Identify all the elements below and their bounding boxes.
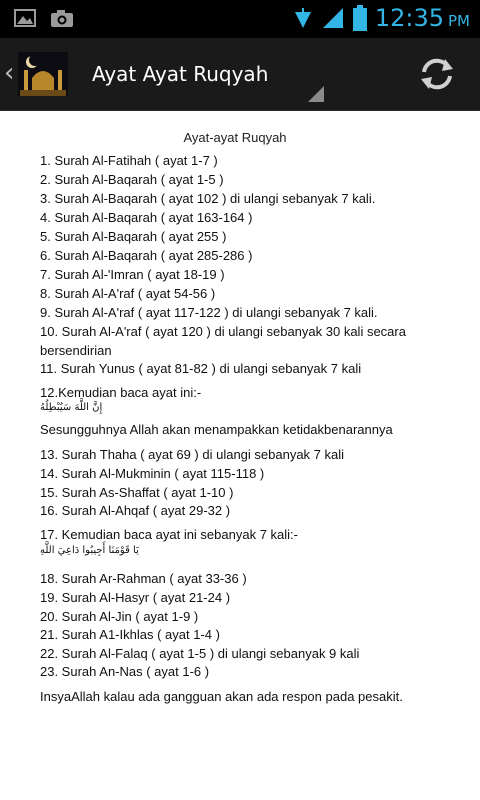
clock: 12:35 PM xyxy=(374,4,470,32)
arabic-verse: إِنَّ اللَّهَ سَيُبْطِلُهُ xyxy=(40,402,103,413)
list-item: 14. Surah Al-Mukminin ( ayat 115-118 ) xyxy=(40,466,265,481)
app-title: Ayat Ayat Ruqyah xyxy=(92,62,269,86)
list-item: 23. Surah An-Nas ( ayat 1-6 ) xyxy=(40,664,210,679)
content-area[interactable] xyxy=(0,112,480,800)
list-item: 18. Surah Ar-Rahman ( ayat 33-36 ) xyxy=(40,571,247,586)
list-item: 4. Surah Al-Baqarah ( ayat 163-164 ) xyxy=(40,210,253,225)
list-item: 3. Surah Al-Baqarah ( ayat 102 ) di ulangi sebanyak 7 kali. xyxy=(40,191,376,206)
signal-icon xyxy=(321,6,345,30)
system-icons xyxy=(293,4,470,32)
camera-icon xyxy=(50,8,74,28)
closing-note: InsyaAllah kalau ada gangguan akan ada respon pada pesakit. xyxy=(40,689,403,704)
up-chevron-icon[interactable]: ‹ xyxy=(4,58,15,88)
list-item: 5. Surah Al-Baqarah ( ayat 255 ) xyxy=(40,229,227,244)
arabic-verse: يَا قَوْمَنَا أَجِيبُوا دَاعِيَ اللَّهِ xyxy=(40,545,139,556)
battery-icon xyxy=(353,5,367,31)
action-bar xyxy=(0,38,480,111)
list-item: 6. Surah Al-Baqarah ( ayat 285-286 ) xyxy=(40,248,253,263)
list-item: 7. Surah Al-'Imran ( ayat 18-19 ) xyxy=(40,267,225,282)
list-item: 11. Surah Yunus ( ayat 81-82 ) di ulangi sebanyak 7 kali xyxy=(40,361,362,376)
translation-text: Sesungguhnya Allah akan menampakkan ketidakbenarannya xyxy=(40,422,393,437)
list-item: 13. Surah Thaha ( ayat 69 ) di ulangi sebanyak 7 kali xyxy=(40,447,345,462)
list-item: 16. Surah Al-Ahqaf ( ayat 29-32 ) xyxy=(40,503,231,518)
list-item: 15. Surah As-Shaffat ( ayat 1-10 ) xyxy=(40,485,234,500)
list-item: 21. Surah A1-Ikhlas ( ayat 1-4 ) xyxy=(40,627,220,642)
refresh-icon[interactable] xyxy=(412,52,462,96)
list-item: 20. Surah Al-Jin ( ayat 1-9 ) xyxy=(40,609,199,624)
list-item: 8. Surah Al-A'raf ( ayat 54-56 ) xyxy=(40,286,216,301)
list-item: 19. Surah Al-Hasyr ( ayat 21-24 ) xyxy=(40,590,231,605)
list-item-continued: bersendirian xyxy=(40,343,112,358)
list-item: 9. Surah Al-A'raf ( ayat 117-122 ) di ulangi sebanyak 7 kali. xyxy=(40,305,378,320)
status-bar xyxy=(0,0,480,38)
wifi-icon xyxy=(293,6,313,30)
list-item: 17. Kemudian baca ayat ini sebanyak 7 kali:- xyxy=(40,527,298,542)
list-item: 2. Surah Al-Baqarah ( ayat 1-5 ) xyxy=(40,172,224,187)
page-title: Ayat-ayat Ruqyah xyxy=(183,130,287,145)
gallery-icon xyxy=(14,8,36,28)
overflow-indicator-icon xyxy=(308,86,324,102)
list-item: 12.Kemudian baca ayat ini:- xyxy=(40,385,202,400)
notification-icons xyxy=(14,8,74,28)
list-item: 10. Surah Al-A'raf ( ayat 120 ) di ulangi sebanyak 30 kali secara xyxy=(40,324,406,339)
list-item: 1. Surah Al-Fatihah ( ayat 1-7 ) xyxy=(40,153,218,168)
app-logo-icon[interactable] xyxy=(18,52,68,96)
list-item: 22. Surah Al-Falaq ( ayat 1-5 ) di ulangi sebanyak 9 kali xyxy=(40,646,360,661)
